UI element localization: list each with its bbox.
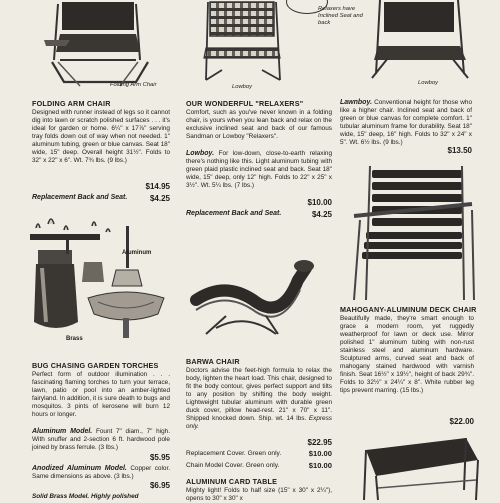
folding-arm-chair-title: FOLDING ARM CHAIR — [32, 99, 111, 108]
aluminum-model-body: Fount 7" diam., 7" high. With snuffer and 2-section 6 ft. hardwood pole joined by brass ferrule. (3 lbs.) — [32, 428, 170, 452]
barwa-chair-title: BARWA CHAIR — [186, 357, 240, 366]
lowboy-relaxer-price: $10.00 — [307, 198, 332, 207]
aluminum-model-price: $5.95 — [149, 453, 170, 462]
relaxers-title: OUR WONDERFUL "RELAXERS" — [186, 99, 304, 108]
card-table-illustration — [356, 430, 480, 500]
lawnboy-price: $13.50 — [447, 146, 472, 155]
chain-cover-label: Chain Model Cover. Green only. — [186, 462, 280, 469]
barwa-express-note: Express only. — [186, 415, 332, 431]
lowboy-caption-mid: Lowboy — [232, 84, 252, 90]
lowboy-relaxer-body: For low-down, close-to-earth relaxing there's nothing like this. Light aluminum tubing with green plaid plastic inclined seat and back. Seat 18" wide, 15" deep, only 12" high. Folds to 22" x 25" x 3½". Wt. 5¼ lbs. (7 lbs.) — [186, 150, 332, 190]
deck-chair-description: Beautifully made, they're smart enough to grace a modern room, yet ruggedly weatherproof for lawn or deck use. Mirror polished 1" aluminum tubing with non-rust stainless steel and aluminum hardware. Sculptured arms, curved seat and back of mahogany stained hardwood with varnish finish. Seat 16½" x 19½", height of back 29¾". Folds to 32½" x 24¼" x 8". White rubber leg tips prevent marring. (15 lbs.) — [340, 315, 474, 395]
chain-cover-row — [186, 461, 332, 470]
relaxers-replacement-row — [186, 210, 332, 219]
folding-replacement-price: $4.25 — [149, 194, 170, 203]
lowboy-relaxer-text — [186, 150, 332, 190]
relaxers-description: Comfort, such as you've never known in a folding chair, is yours when you lean back and relax on the exclusive inclined seat and back of our famous Sandman or Lowboy "Relaxers". — [186, 109, 332, 141]
relaxers-replacement-price: $4.25 — [311, 210, 332, 219]
folding-replacement-label: Replacement Back and Seat. — [32, 194, 128, 201]
folding-arm-chair-description: Designed with runner instead of legs so it cannot dig into lawn or scratch polished surfaces . . . it's ideal for garden or home. 6¼" x 17⅞" serving tray folds down out of way when not needed. 1" aluminum tubing, green or blue canvas. Seat 18" wide, 15" deep. Overall height 31½". Folds to 32" x 22" x 6". Wt. 7¾ lbs. (9 lbs.) — [32, 109, 170, 165]
aluminum-model-lead: Aluminum Model. — [32, 428, 93, 435]
aluminum-label: Aluminum — [122, 250, 152, 256]
garden-torches-title: BUG CHASING GARDEN TORCHES — [32, 361, 159, 370]
brass-label: Brass — [66, 336, 83, 342]
anodized-model-body: Copper color. Same dimensions as above. (3 lbs.) — [32, 465, 170, 481]
anodized-model-lead: Anodized Aluminum Model. — [32, 465, 127, 472]
deck-chair-illustration — [350, 164, 480, 304]
barwa-chair-illustration — [186, 250, 326, 342]
chain-cover-price: $10.00 — [308, 461, 332, 470]
lawnboy-body: Conventional height for those who like a higher chair. Inclined seat and back of green or blue canvas for complete comfort. 1" tubular aluminum frame for durability. Seat 18" wide, 15" deep, 16" high. Folds to 32" x 24" x 5". Wt. 6½ lbs. (9 lbs.) — [340, 99, 472, 147]
anodized-model-text — [32, 465, 170, 481]
relaxers-replacement-label: Replacement Back and Seat. — [186, 210, 282, 217]
lowboy-relaxer-lead: Lowboy. — [186, 150, 215, 157]
barwa-chair-description — [186, 367, 332, 431]
relaxers-note: Relaxers have Inclined Seat and back — [318, 6, 363, 26]
deck-chair-price: $22.00 — [449, 417, 474, 426]
folding-replacement-row — [32, 194, 170, 203]
folding-arm-chair-illustration — [40, 0, 170, 92]
anodized-model-price: $6.95 — [149, 481, 170, 490]
barwa-chair-body: Doctors advise the feet-high formula to relax the body, lighten the heart load. This chair, designed to fit the body contour, gives perfect support and tilts to any position by shifting the body weight. Lightweight tubular aluminum with durable green duck cover, pillow head-rest. 21" x 70" x 11". Shipped knocked down. Ship. wt. 14 lbs. — [186, 367, 332, 423]
garden-torches-description: Perfect form of outdoor illumination . . . fascinating flaming torches to turn your terrace, lawn, patio or pool into an amber-lighted fairyland. In addition, it is sure death to bugs and mosquitos. 3 pints of kerosene will burn 12 hours or longer. — [32, 371, 170, 419]
barwa-cover-row — [186, 449, 332, 458]
folding-arm-chair-caption: Folding Arm Chair — [110, 82, 157, 88]
lowboy-caption-right: Lowboy — [418, 80, 438, 86]
lowboy-plaid-chair-illustration — [200, 0, 286, 92]
barwa-chair-price: $22.95 — [307, 438, 332, 447]
deck-chair-title: MAHOGANY-ALUMINUM DECK CHAIR — [340, 305, 477, 314]
lawnboy-lead: Lawnboy. — [340, 99, 373, 106]
lawnboy-text — [340, 99, 472, 147]
card-table-title: ALUMINUM CARD TABLE — [186, 477, 278, 486]
garden-torches-illustration — [26, 222, 176, 342]
card-table-description: Mighty light! Folds to half size (15" x 30" x 2¼"), opens to 30" x 30" x — [186, 487, 332, 503]
barwa-cover-price: $10.00 — [308, 449, 332, 458]
lowboy-canvas-chair-illustration — [368, 0, 478, 92]
aluminum-model-text — [32, 428, 170, 452]
folding-arm-chair-price: $14.95 — [145, 182, 170, 191]
solid-brass-model-text: Solid Brass Model. Highly polished — [32, 493, 139, 500]
barwa-cover-label: Replacement Cover. Green only. — [186, 450, 282, 457]
